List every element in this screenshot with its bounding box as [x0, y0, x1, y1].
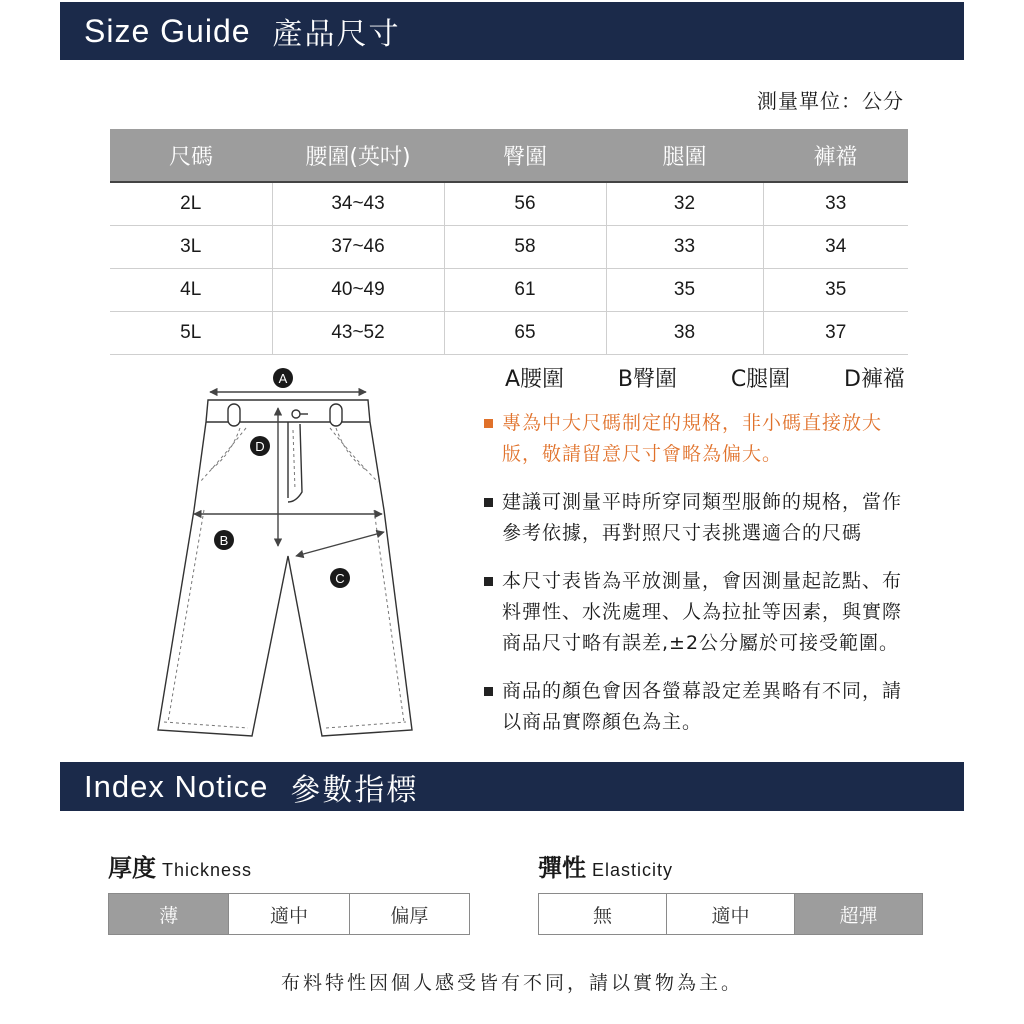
elasticity-scale	[538, 893, 923, 935]
cell-waist: 37~46	[272, 226, 444, 269]
marker-a	[273, 368, 293, 388]
thickness-label-en: Thickness	[162, 860, 253, 880]
square-bullet-icon	[484, 577, 493, 586]
pants-outline	[158, 400, 412, 736]
note-text: 建議可測量平時所穿同類型服飾的規格，當作參考依據，再對照尺寸表挑選適合的尺碼	[502, 491, 903, 544]
elasticity-indicator	[538, 848, 923, 935]
cell-waist: 40~49	[272, 269, 444, 312]
thickness-indicator	[108, 848, 470, 935]
cell-rise: 33	[763, 182, 908, 226]
size-table	[110, 129, 908, 355]
thickness-label: 厚度	[108, 854, 156, 882]
size-guide-title-zh: 產品尺寸	[272, 17, 401, 52]
header-hip: 臀圍	[444, 129, 606, 182]
header-size: 尺碼	[110, 129, 272, 182]
marker-c-label: C	[335, 571, 345, 586]
marker-a-label: A	[278, 371, 288, 386]
note-text: 商品的顏色會因各螢幕設定差異略有不同，請以商品實際顏色為主。	[502, 680, 903, 733]
thickness-scale	[108, 893, 470, 935]
table-row	[110, 312, 908, 355]
cell-size: 4L	[110, 269, 272, 312]
legend-hip: B臀圍	[617, 367, 677, 392]
cell-hip: 58	[444, 226, 606, 269]
cell-thigh: 35	[606, 269, 763, 312]
cell-hip: 61	[444, 269, 606, 312]
pants-diagram	[150, 360, 440, 750]
legend-waist: A腰圍	[505, 367, 565, 392]
table-row	[110, 182, 908, 226]
elasticity-label-en: Elasticity	[592, 860, 674, 880]
legend-thigh: C腿圍	[730, 367, 791, 392]
elasticity-option-super: 超彈	[795, 894, 922, 934]
cell-size: 2L	[110, 182, 272, 226]
marker-d-label: D	[255, 439, 265, 454]
marker-d	[250, 436, 270, 456]
elasticity-label: 彈性	[538, 854, 586, 882]
cell-size: 5L	[110, 312, 272, 355]
size-guide-title-en: Size Guide	[84, 12, 251, 49]
table-row	[110, 226, 908, 269]
note-text: 專為中大尺碼制定的規格，非小碼直接放大版，敬請留意尺寸會略為偏大。	[502, 412, 883, 465]
note-item	[484, 566, 914, 659]
thickness-option-thin: 薄	[109, 894, 229, 934]
square-bullet-icon	[484, 687, 493, 696]
cell-thigh: 33	[606, 226, 763, 269]
cell-hip: 56	[444, 182, 606, 226]
cell-size: 3L	[110, 226, 272, 269]
cell-waist: 34~43	[272, 182, 444, 226]
size-table-header-row	[110, 129, 908, 182]
table-row	[110, 269, 908, 312]
note-item	[484, 408, 914, 470]
header-waist: 腰圍(英吋)	[272, 129, 444, 182]
cell-rise: 37	[763, 312, 908, 355]
index-notice-title-en: Index Notice	[84, 768, 269, 804]
note-item	[484, 487, 914, 549]
pants-stitching	[164, 428, 406, 728]
elasticity-title	[538, 848, 923, 883]
thickness-option-medium: 適中	[229, 894, 349, 934]
cell-thigh: 38	[606, 312, 763, 355]
footer-note: 布料特性因個人感受皆有不同，請以實物為主。	[280, 972, 743, 994]
thickness-title	[108, 848, 470, 883]
index-notice-banner	[60, 762, 964, 811]
cell-thigh: 32	[606, 182, 763, 226]
measure-unit-label: 測量單位：公分	[757, 89, 904, 113]
cell-waist: 43~52	[272, 312, 444, 355]
elasticity-option-none: 無	[539, 894, 667, 934]
notes-list	[484, 408, 914, 755]
square-bullet-icon	[484, 419, 493, 428]
legend-rise: D褲襠	[844, 367, 905, 392]
measure-legend	[505, 362, 905, 393]
cell-rise: 34	[763, 226, 908, 269]
elasticity-option-medium: 適中	[667, 894, 795, 934]
index-notice-title-zh: 參數指標	[290, 772, 419, 808]
note-item	[484, 676, 914, 738]
cell-hip: 65	[444, 312, 606, 355]
marker-b	[214, 530, 234, 550]
size-guide-banner	[60, 2, 964, 60]
marker-b-label: B	[219, 533, 229, 548]
cell-rise: 35	[763, 269, 908, 312]
header-thigh: 腿圍	[606, 129, 763, 182]
header-rise: 褲襠	[763, 129, 908, 182]
marker-c	[330, 568, 350, 588]
thickness-option-thick: 偏厚	[390, 904, 429, 927]
note-text: 本尺寸表皆為平放測量，會因測量起訖點、布料彈性、水洗處理、人為拉扯等因素，與實際商品尺寸略有誤差,±2公分屬於可接受範圍。	[502, 570, 903, 654]
square-bullet-icon	[484, 498, 493, 507]
